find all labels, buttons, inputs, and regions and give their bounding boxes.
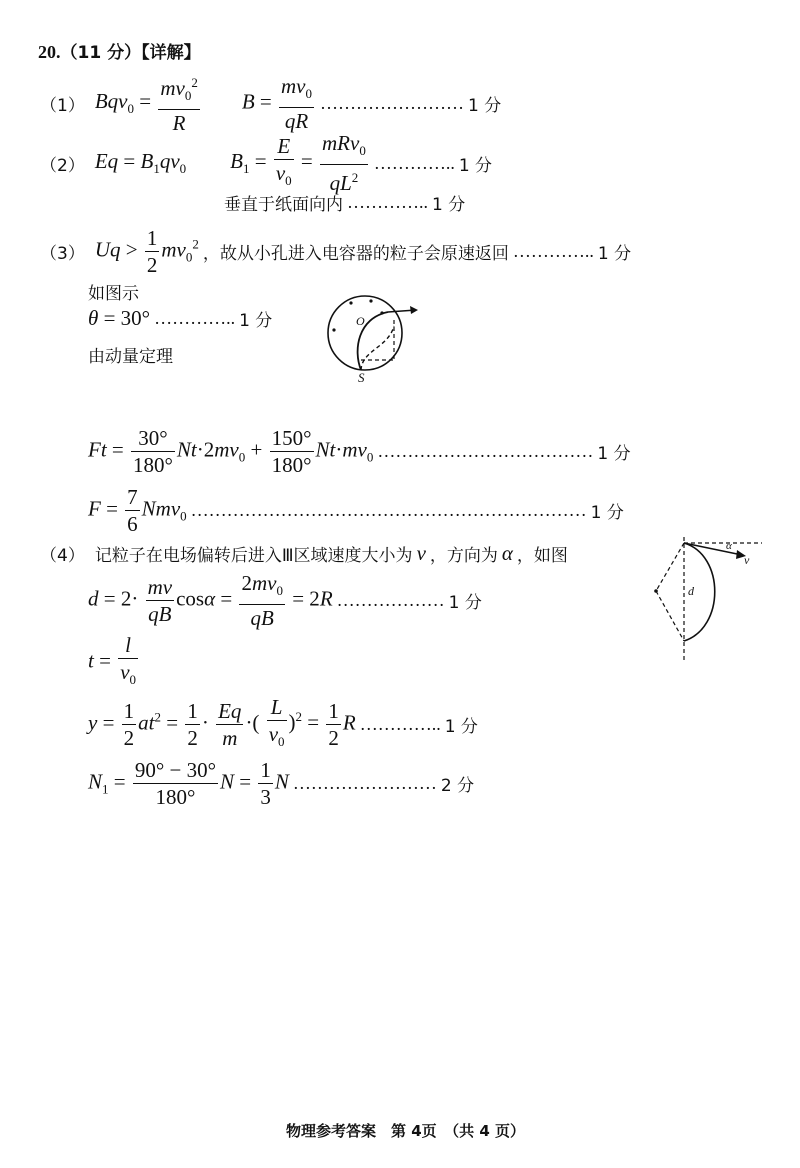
- bottom-label: S: [358, 370, 365, 385]
- part4-line: [40, 541, 568, 566]
- part4-t-line: [88, 632, 140, 693]
- part3-f-score: 1 分: [590, 503, 624, 523]
- part4-v-symbol: v: [416, 541, 426, 565]
- part3-label: （3）: [40, 244, 85, 264]
- question-points: （11 分）: [60, 43, 142, 63]
- part4-d-score: 1 分: [448, 593, 482, 614]
- part2-direction: [224, 190, 465, 215]
- velocity-line: [684, 543, 742, 555]
- part4-d-line: [88, 570, 482, 631]
- exit-arrowhead: [410, 306, 418, 314]
- radius-dashed-2: [656, 591, 684, 641]
- part3-momentum-text: 由动量定理: [88, 347, 173, 367]
- question-number: 20.: [38, 42, 61, 62]
- deflection-diagram: [650, 533, 770, 663]
- part4-n-dots: ……………………: [292, 773, 437, 793]
- part4-y-line: [88, 694, 478, 755]
- part3-line: [40, 225, 631, 278]
- part2-direction-score: 1 分: [432, 195, 466, 215]
- solution-label: 【详解】: [141, 43, 201, 63]
- d-label: d: [688, 584, 694, 598]
- part3-eq: Uq > $\frac{1}{2}$ $mv_0^2$: [94, 226, 199, 277]
- v-label: v: [744, 553, 750, 567]
- page-footer: 物理参考答案 第 4页 （共 4 页）: [286, 1122, 526, 1140]
- part4-d-eq: d = 2· $\frac{mv}{qB}$ cosα = $\frac{2mv_0}{qB}$ = 2R: [88, 571, 333, 631]
- center-dot: [654, 589, 658, 593]
- radius-dashed-1: [656, 543, 684, 591]
- part3-theta-eq: θ = 30°: [88, 306, 151, 330]
- part1-line: [40, 70, 501, 136]
- part3-ft-dots: ………………………………: [377, 441, 594, 461]
- trajectory-dashed-arc: [361, 326, 394, 370]
- part3-theta-dots: …………..: [154, 308, 236, 328]
- part3-ft-eq: Ft = $\frac{30^\circ}{180^\circ}$ $Nt\cdot 2mv_0$ + $\frac{150^\circ}{180^\circ}$ $Nt\cdot mv_0$: [88, 426, 374, 477]
- part4-t-eq: t = $\frac{l}{v_0}$: [88, 633, 137, 688]
- part4-n-line: [88, 757, 474, 810]
- part3-ft-line: [88, 425, 631, 478]
- part1-eq1: Bqv$_0$ = $\frac{mv_0^2}{R}$: [95, 70, 202, 136]
- center-label: O: [356, 314, 365, 328]
- part2-score: 1 分: [458, 155, 493, 176]
- part4-y-score: 1 分: [444, 717, 478, 738]
- part3-score: 1 分: [597, 244, 632, 264]
- part4-text: 记粒子在电场偏转后进入Ⅲ区域速度大小为: [94, 546, 413, 566]
- part2-eq1: $Eq = B_1qv_0$: [94, 149, 187, 177]
- part2-direction-dots: …………..: [347, 192, 428, 212]
- part4-text2: ，方向为: [429, 546, 498, 566]
- part2-direction-text: 垂直于纸面向内: [224, 195, 343, 215]
- part3-theta-line: [88, 306, 272, 331]
- part3-text: ，故从小孔进入电容器的粒子会原速返回: [202, 244, 509, 264]
- part4-n-score: 2 分: [440, 776, 475, 796]
- part4-text3: ，如图: [516, 546, 568, 566]
- part1-label: （1）: [40, 95, 85, 116]
- part1-score: 1 分: [468, 95, 502, 116]
- part3-f-line: [88, 484, 624, 537]
- part2-label: （2）: [40, 155, 85, 176]
- part4-n-eq: $N_1$ = $\frac{90^\circ - 30^\circ}{180^\circ}$ N = $\frac{1}{3}$ N: [88, 758, 289, 809]
- circle-field-diagram: [318, 290, 428, 385]
- part3-dots: …………..: [512, 241, 594, 261]
- part4-y-eq: y = $\frac{1}{2}$ $at^2$ = $\frac{1}{2}$ · $\frac{Eq}{m}$ ·( $\frac{L}{v_0}$ )$^2$ = $\frac{1}{2}$ R: [88, 695, 356, 751]
- question-header: [38, 38, 201, 63]
- field-dot-2: [369, 299, 372, 302]
- field-dot-3: [332, 328, 335, 331]
- part3-f-dots: …………………………………………………………: [190, 500, 587, 520]
- field-dot-1: [349, 301, 352, 304]
- part4-d-dots: ………………: [336, 590, 445, 611]
- part4-y-dots: …………..: [359, 714, 441, 735]
- part2-eq2: $B_1$ = $\frac{E}{v_0}$ = $\frac{mRv_0}{qL^2}$: [230, 131, 366, 196]
- part4-alpha-symbol: α: [501, 541, 513, 565]
- field-circle: [328, 296, 402, 370]
- part1-dots: ……………………: [320, 92, 464, 113]
- part2-dots: …………..: [373, 152, 455, 173]
- alpha-label: α: [726, 540, 732, 552]
- part4-label: （4）: [40, 546, 85, 566]
- part3-f-eq: F = $\frac{7}{6}$ Nmv$_0$: [88, 485, 187, 536]
- part3-as-shown: 如图示: [88, 284, 139, 304]
- part3-ft-score: 1 分: [597, 444, 631, 464]
- part3-theta-score: 1 分: [239, 311, 273, 331]
- part2-line: [40, 130, 492, 196]
- part1-eq2: B = $\frac{mv_0}{qR}$: [241, 73, 312, 133]
